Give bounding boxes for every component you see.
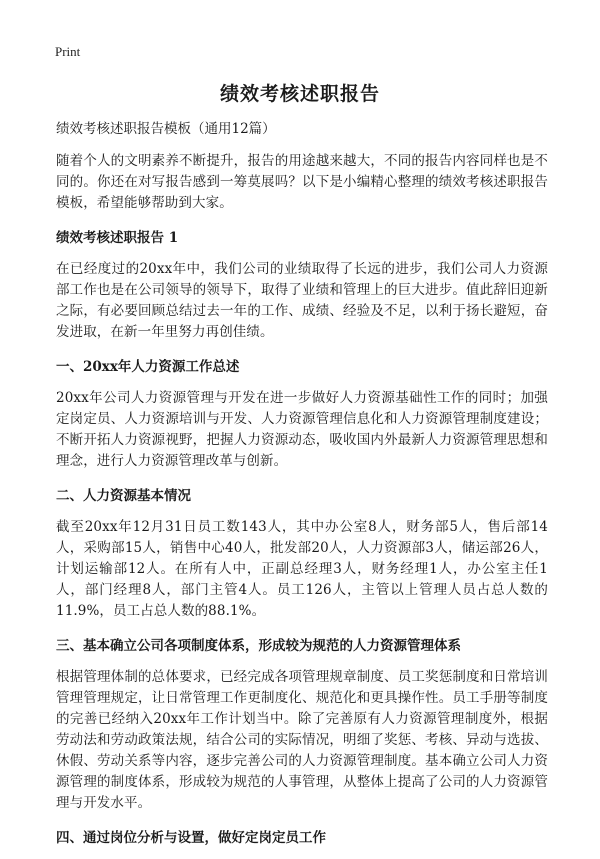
document-body (56, 119, 548, 859)
section-2-paragraph: 截至20xx年12月31日员工数143人，其中办公室8人，财务部5人，售后部14人，采购部15人，销售中心40人，批发部20人，人力资源部3人，储运部26人，计划运输部12人。在所有人中，正副总经理3人，财务经理1人，办公室主任1人，部门经理8人，部门主管4人。员工126人，主管以上管理人员占总人数的11.9%，员工占总人数的88.1%。 (56, 519, 548, 619)
section-3-heading: 三、基本确立公司各项制度体系，形成较为规范的人力资源管理体系 (56, 638, 461, 654)
section-3-paragraph: 根据管理体制的总体要求，已经完成各项管理规章制度、员工奖惩制度和日常培训管理管理规定，让日常管理工作更制度化、规范化和更具操作性。员工手册等制度的完善已经纳入20xx年工作计划当中。除了完善原有人力资源管理制度外，根据劳动法和劳动政策法规，结合公司的实际情况，明细了奖惩、考核、异动与选拔、休假、劳动关系等内容，逐步完善公司的人力资源管理制度。基本确立公司人力资源管理的制度体系，形成较为规范的人事管理，从整体上提高了公司的人力资源管理与开发水平。 (56, 669, 548, 811)
report-1-paragraph: 在已经度过的20xx年中，我们公司的业绩取得了长远的进步，我们公司人力资源部工作也是在公司领导的领导下，取得了业绩和管理上的巨大进步。值此辞旧迎新之际，有必要回顾总结过去一年的工作、成绩、经验及不足，以利于扬长避短，奋发进取，在新一年里努力再创佳绩。 (56, 261, 548, 340)
section-4-heading: 四、通过岗位分析与设置，做好定岗定员工作 (56, 830, 326, 846)
document-subtitle: 绩效考核述职报告模板（通用12篇） (56, 121, 276, 137)
section-2-heading: 二、人力资源基本情况 (56, 488, 191, 504)
report-1-heading: 绩效考核述职报告 1 (56, 230, 179, 246)
intro-paragraph: 随着个人的文明素养不断提升，报告的用途越来越大，不同的报告内容同样也是不同的。你还在对写报告感到一筹莫展吗？以下是小编精心整理的绩效考核述职报告模板，希望能够帮助到大家。 (56, 153, 548, 211)
section-1-paragraph: 20xx年公司人力资源管理与开发在进一步做好人力资源基础性工作的同时；加强定岗定员、人力资源培训与开发、人力资源管理信息化和人力资源管理制度建设；不断开拓人力资源视野，把握人力资源动态，吸收国内外最新人力资源管理思想和理念，进行人力资源管理改革与创新。 (56, 390, 548, 469)
section-1-heading: 一、20xx年人力资源工作总述 (56, 359, 240, 375)
print-label: Print (55, 44, 81, 59)
page-title: 绩效考核述职报告 (219, 83, 380, 105)
